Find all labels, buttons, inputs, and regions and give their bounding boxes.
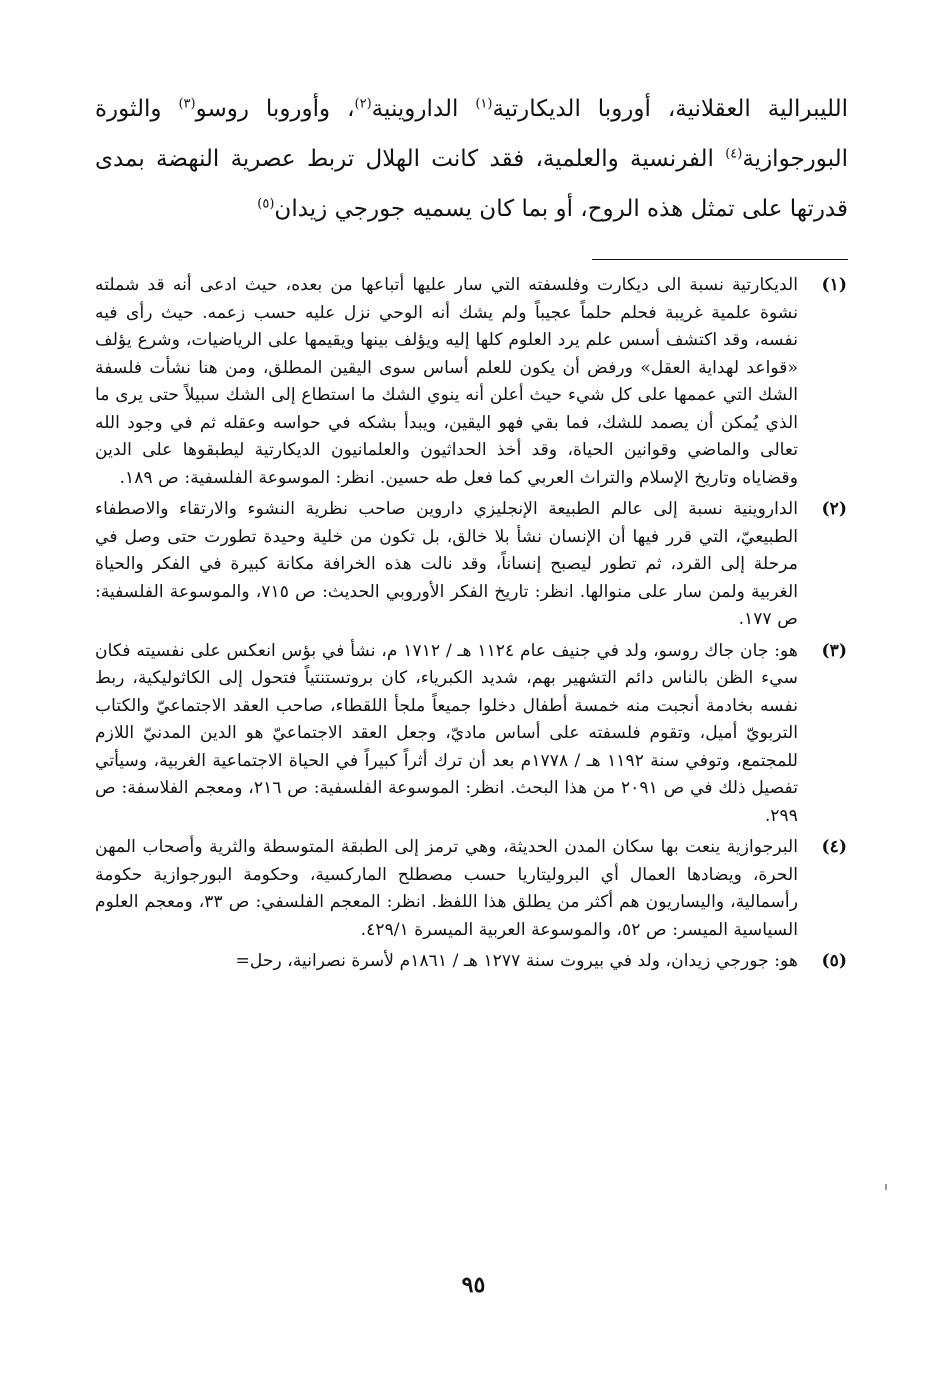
footnote-text: الداروينية نسبة إلى عالم الطبيعة الإنجليزي داروين صاحب نظرية النشوء والارتقاء والاصطفاء الطبيعيّ، التي قرر فيها أن الإنسان نشأ بلا خالق، بل تكون من خلية وحيدة تطورت حتى وصل في مرحلة إلى القرد، ثم تطور ليصبح إنساناً، وقد نالت هذه الخرافة مكانة كبيرة في الفكر والحياة الغربية ولمن سار على منوالها. انظر: تاريخ الفكر الأوروبي الحديث: ص ٧١٥، والموسوعة الفلسفية: ص ١٧٧. xyxy=(95,499,798,629)
footnote-number: (٢) xyxy=(821,499,847,519)
page-number: ٩٥ xyxy=(461,1272,486,1298)
footnotes-section xyxy=(95,272,847,980)
footnote-1 xyxy=(95,272,847,492)
body-text: ، وأوروبا روسو xyxy=(195,96,355,122)
footnote-4 xyxy=(95,834,847,944)
footnote-5 xyxy=(95,948,847,976)
footnote-text: الديكارتية نسبة الى ديكارت وفلسفته التي سار عليها أتباعها من بعده، حيث ادعى أنه قد شملته نشوة علمية غريبة فحلم حلماً عجيباً ولم يشك أنه الوحي نزل عليه حسب زعمه. حيث رأى فيه نفسه، وقد اكتشف أسس علم يرد العلوم كلها إليه ويؤلف بينها ويقيمها على الرياضيات، وشرع يؤلف «قواعد لهداية العقل» ورفض أن يكون للعلم أساس سوى اليقين المطلق، ومن هنا نشأت فلسفة الشك التي عممها على كل شيء حيث أعلن أنه ينوي الشك ما استطاع إلى الشك سبيلاً حتى يرى ما الذي يُمكن أن يصمد للشك، فما بقي فهو اليقين، ويبدأ بشكه في حواسه وعقله ثم في وجود الله تعالى والماضي وقوانين الحياة، وقد أخذ الحداثيون والعلمانيون الديكارتية ليطبقوها على الدين وقضاياه وتاريخ الإسلام والتراث العربي كما فعل طه حسين. انظر: الموسوعة الفلسفية: ص ١٨٩. xyxy=(95,275,798,488)
body-text: الليبرالية العقلانية، أوروبا الديكارتية xyxy=(492,96,849,122)
footnote-number: (٥) xyxy=(821,951,847,971)
footnote-ref-1[interactable]: (١) xyxy=(475,96,493,112)
footnote-text: هو: جورجي زيدان، ولد في بيروت سنة ١٢٧٧ هـ / ١٨٦١م لأسرة نصرانية، رحل= xyxy=(235,951,798,971)
footnote-ref-4[interactable]: (٤) xyxy=(725,146,743,162)
footnote-number: (٤) xyxy=(821,837,847,857)
body-paragraph xyxy=(95,84,848,234)
body-text: الفرنسية والعلمية، فقد كانت الهلال تربط عصرية النهضة بمدى قدرتها على تمثل هذه الروح، أو بما كان يسميه جورجي زيدان xyxy=(95,146,848,222)
body-text: الداروينية xyxy=(371,96,476,122)
footnote-separator xyxy=(592,259,848,260)
footnote-ref-5[interactable]: (٥) xyxy=(257,196,275,212)
footnote-ref-2[interactable]: (٢) xyxy=(354,96,372,112)
footnote-ref-3[interactable]: (٣) xyxy=(178,96,196,112)
footnote-number: (١) xyxy=(821,275,847,295)
scan-speck xyxy=(885,1184,887,1190)
footnote-3 xyxy=(95,638,847,831)
footnote-text: هو: جان جاك روسو، ولد في جنيف عام ١١٢٤ هـ / ١٧١٢ م، نشأ في بؤس انعكس على نفسيته فكان سيء الظن بالناس دائم التشهير بهم، شديد الكبرياء، كان بروتستنتياً فتحول إلى الكاثوليكية، ربط نفسه بخادمة أنجبت منه خمسة أطفال دخلوا جميعاً ملجأ اللقطاء، صاحب العقد الاجتماعيّ والكتاب التربويّ أميل، وتقوم فلسفته على أساس ماديّ، وجعل العقد الاجتماعيّ هو الدين المدنيّ اللازم للمجتمع، وتوفي سنة ١١٩٢ هـ / ١٧٧٨م بعد أن ترك أثراً كبيراً في الحياة الاجتماعية الغربية، وسيأتي تفصيل ذلك في ص ٢٠٩١ من هذا البحث. انظر: الموسوعة الفلسفية: ص ٢١٦، ومعجم الفلاسفة: ص ٢٩٩. xyxy=(95,640,799,826)
body-text: والثورة البورجوازية xyxy=(95,96,848,172)
footnote-text: البرجوازية ينعت بها سكان المدن الحديثة، وهي ترمز إلى الطبقة المتوسطة والثرية وأصحاب المهن الحرة، ويضادها العمال أي البروليتاريا حسب مصطلح الماركسية، وحكومة البورجوازية حكومة رأسمالية، واليساريون هم أكثر من يطلق هذا اللفظ. انظر: المعجم الفلسفي: ص ٣٣، ومعجم العلوم السياسية الميسر: ص ٥٢، والموسوعة العربية الميسرة ٤٢٩/١. xyxy=(95,837,799,940)
footnote-2 xyxy=(95,496,847,634)
footnote-number: (٣) xyxy=(821,640,847,661)
